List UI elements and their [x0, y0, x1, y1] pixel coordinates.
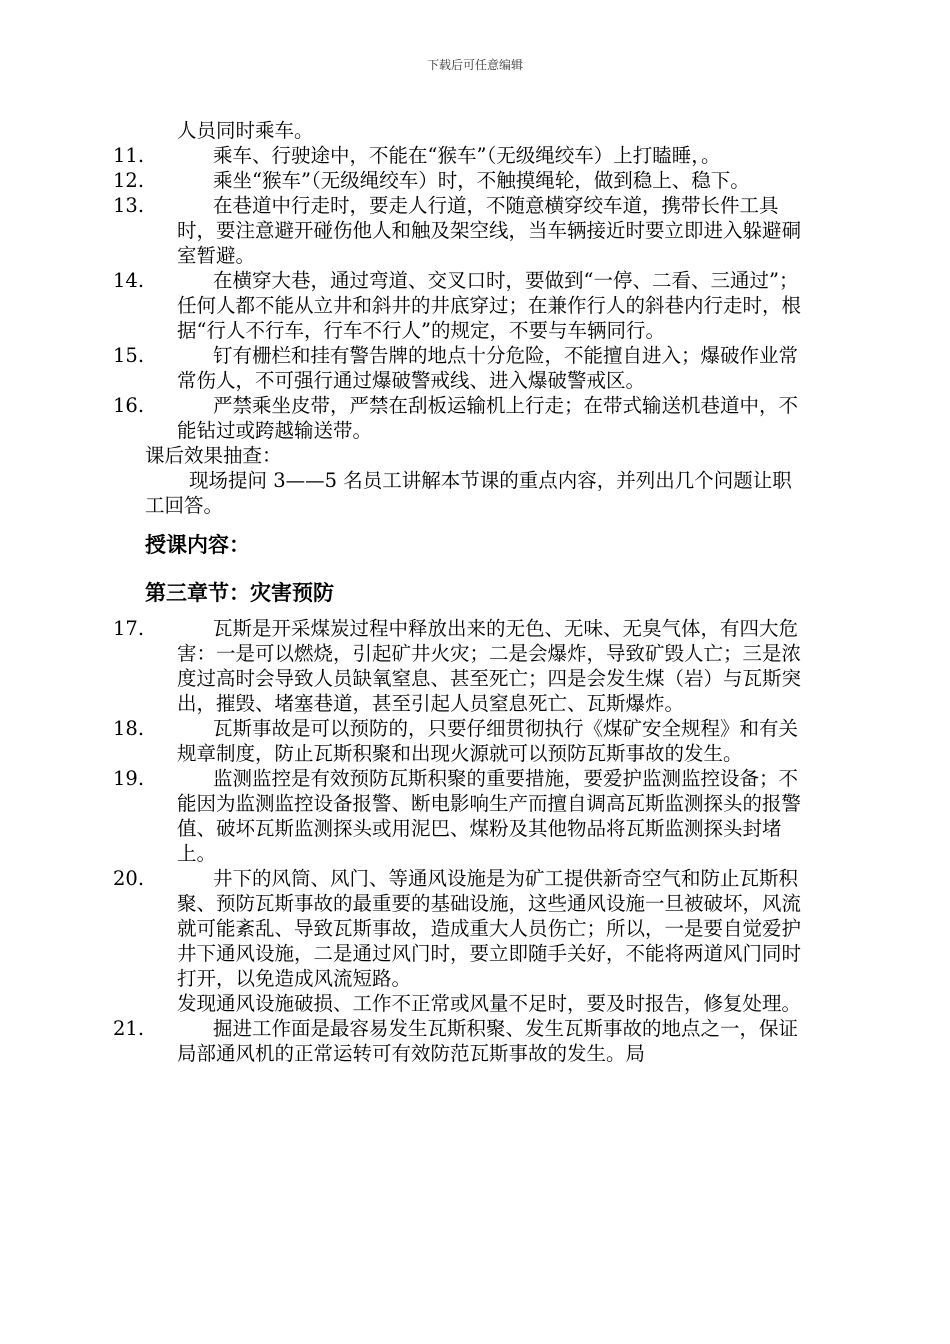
item-first-line: 掘进工作面是最容易发生瓦斯积聚、发生瓦斯事故的地点之: [213, 1017, 721, 1040]
item-first-line: 在横穿大巷，通过弯道、交叉口时，要做到“一停、二看、: [213, 269, 711, 292]
list-item: [113, 866, 810, 991]
item-first-line: 在巷道中行走时，要走人行道，不随意横穿绞车道，携带长: [213, 194, 721, 217]
chapter-heading: 第三章节：灾害预防: [145, 581, 334, 605]
item-number: 11.: [113, 144, 145, 167]
item-first-line: 监测监控是有效预防瓦斯积聚的重要措施，要爱护监测监控: [213, 767, 721, 790]
item-continuation: 道中，不能钻过或跨越输送带。: [177, 394, 799, 442]
item-number: 19.: [113, 767, 145, 790]
item-continuation: 有四大危害：一是可以燃烧，引起矿井火灾；二是会爆炸，导致矿毁人亡；三是浓度过高时会导致人员缺氧窒息、甚至死亡；四是会发生煤（岩）与瓦斯突出，摧毁、堵塞巷道，甚至引起人员窒息死亡、瓦斯爆炸。: [177, 617, 802, 715]
list-item: [113, 193, 810, 268]
list-item: [113, 343, 810, 393]
item-number: 16.: [113, 394, 145, 417]
item-number: 17.: [113, 617, 145, 640]
item-first-line: 乘坐“猴车”（无级绳绞车）时，不触摸绳轮，做到稳上、: [213, 169, 692, 192]
list-item: [113, 766, 810, 866]
item-first-line: 瓦斯是开采煤炭过程中释放出来的无色、无味、无臭气体，: [213, 617, 721, 640]
list-item: [113, 1016, 810, 1066]
rules-list-a: [113, 143, 810, 443]
item-number: 15.: [113, 344, 145, 367]
rules-list-b: [113, 616, 810, 991]
item-continuation: 一，保证局部通风机的正常运转可有效防范瓦斯事故的发生。局: [177, 1017, 799, 1065]
item-continuation: 设备；不能因为监测监控设备报警、断电影响生产而擅自调高瓦斯监测探头的报警值、破坏瓦斯监测探头或用泥巴、煤粉及其他物品将瓦斯监测探头封堵上。: [177, 767, 802, 865]
rules-list-c: [113, 1016, 810, 1066]
list-item: [113, 268, 810, 343]
item-first-line: 钉有栅栏和挂有警告牌的地点十分危险，不能擅自进入；爆: [213, 344, 721, 367]
list-item: [113, 393, 810, 443]
continuation-text: 人员同时乘车。: [177, 119, 314, 142]
section-heading-content: 授课内容：: [145, 533, 250, 557]
item-number: 21.: [113, 1017, 145, 1040]
item-20-extra: 发现通风设施破损、工作不正常或风量不足时，要及时报告，修复处理。: [177, 992, 802, 1015]
list-item: [113, 616, 810, 716]
list-item: [113, 716, 810, 766]
after-class-label: 课后效果抽查：: [145, 444, 282, 467]
document-body: [113, 118, 810, 1066]
item-continuation: 稳下。: [691, 169, 750, 192]
item-continuation: 止瓦斯积聚、预防瓦斯事故的最重要的基础设施，这些通风设施一旦被破坏，风流就可能紊乱、导致瓦斯事故，造成重大人员伤亡；所以，一是要自觉爱护井下通风设施，二是通过风门时，要立即随手关好，不能将两道风门同时打开，以免造成风流短路。: [177, 867, 802, 990]
after-class-text: 现场提问 3——5 名员工讲解本节课的重点内容，并列出几个问题让职工回答。: [145, 469, 792, 517]
item-number: 18.: [113, 717, 145, 740]
page-header: 下载后可任意编辑: [426, 58, 523, 72]
item-first-line: 瓦斯事故是可以预防的，只要仔细贯彻执行《煤矿安全规: [213, 717, 701, 740]
item-number: 13.: [113, 194, 145, 217]
list-item: [113, 168, 810, 193]
item-number: 12.: [113, 169, 145, 192]
item-first-line: 乘车、行驶途中，不能在“猴车”（无级绳绞车）上打瞌: [213, 144, 672, 167]
item-number: 14.: [113, 269, 145, 292]
item-continuation: 三通过”；任何人都不能从立井和斜井的井底穿过；在兼作行人的斜巷内行走时，根据“行人不行车，行车不行人”的规定，不要与车辆同行。: [177, 269, 802, 342]
item-continuation: 件工具时，要注意避开碰伤他人和触及架空线，当车辆接近时要立即进入躲避硐室暂避。: [177, 194, 802, 267]
item-number: 20.: [113, 867, 145, 890]
item-continuation: 程》和有关规章制度，防止瓦斯积聚和出现火源就可以预防瓦斯事故的发生。: [177, 717, 799, 765]
list-item: [113, 143, 810, 168]
item-first-line: 严禁乘坐皮带，严禁在刮板运输机上行走；在带式输送机巷: [213, 394, 721, 417]
item-continuation: 破作业常常伤人，不可强行通过爆破警戒线、进入爆破警戒区。: [177, 344, 799, 392]
item-continuation: 睡，。: [671, 144, 721, 167]
item-first-line: 井下的风筒、风门、等通风设施是为矿工提供新奇空气和防: [213, 867, 721, 890]
